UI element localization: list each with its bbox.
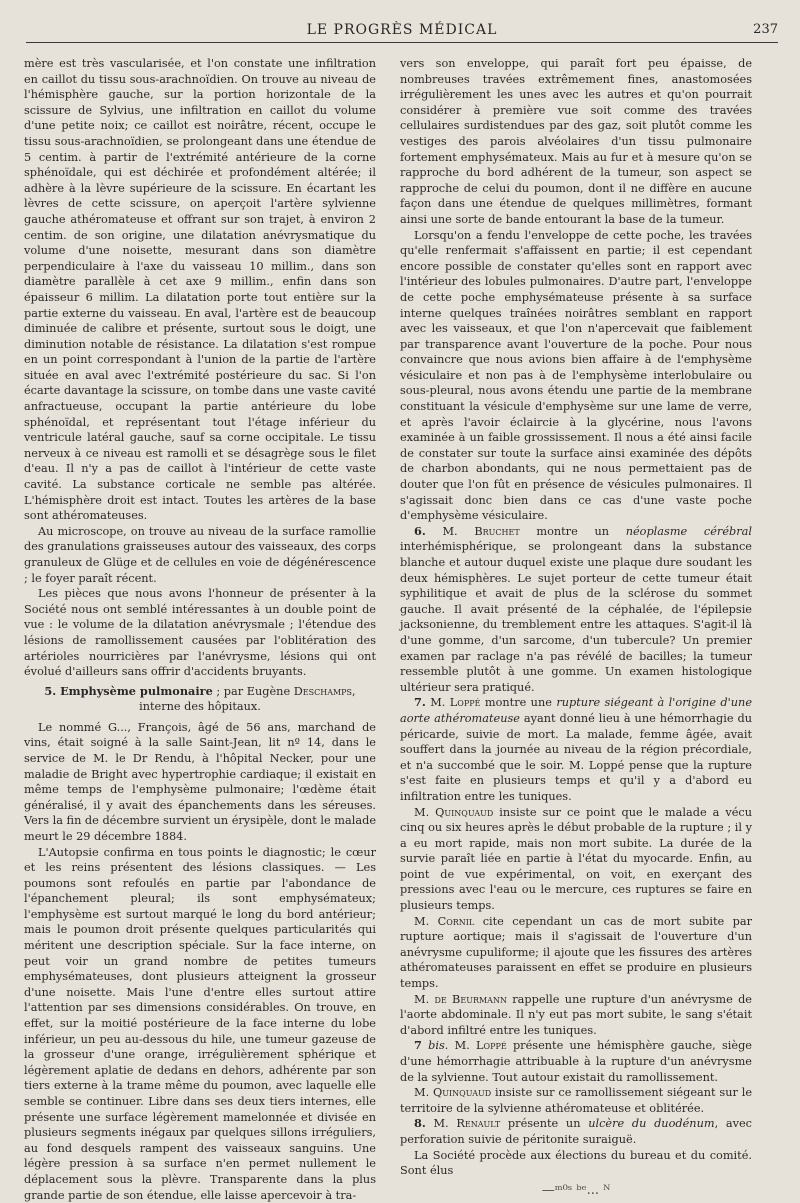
page-number: 237 bbox=[753, 22, 778, 37]
text-run: M. bbox=[414, 993, 434, 1006]
section-byline: ; par Eugène bbox=[213, 685, 294, 698]
text-run: insiste sur ce ramollissement siégeant sur le territoire de la sylvienne athéromateuse et oblitérée. bbox=[400, 1086, 752, 1115]
text-run: M. bbox=[414, 1086, 433, 1099]
author-name: Cornil bbox=[438, 915, 475, 928]
item-6 bbox=[400, 524, 752, 696]
right-column bbox=[400, 56, 752, 1198]
author-name: Loppé bbox=[450, 696, 481, 709]
author-name: Quinquaud bbox=[435, 806, 493, 819]
item-suffix: bis. bbox=[422, 1039, 448, 1052]
text-run: montre une bbox=[480, 696, 556, 709]
item-number: 7. bbox=[414, 695, 426, 709]
author-name: de Beurmann bbox=[434, 993, 506, 1006]
item-title: rupture siégeant à l'origine d'une aorte athéromateuse bbox=[400, 696, 752, 725]
discussion-cornil bbox=[400, 914, 752, 992]
running-title: LE PROGRÈS MÉDICAL bbox=[26, 22, 778, 38]
text-run: présente une hémisphère gauche, siège d'une hémorrhagie attribuable à la rupture d'un anévrysme de la sylvienne. Tout autour existait du ramollissement. bbox=[400, 1039, 752, 1083]
paragraph: mère est très vascularisée, et l'on constate une infiltration en caillot du tissu sous-arachnoïdien. On trouve au niveau de l'hémisphère gauche, sur la portion horizontale de la scissure de Sylvius, une infiltration en caillot du volume d'une petite noix; ce caillot est noirâtre, récent, occupe le tissu sous-arachnoïdien, se prolongeant dans une étendue de 5 centim. à partir de l'extrémité antérieure de la corne sphénoïdale, qui est déchirée et profondément altérée; il adhère à la lèvre supérieure de la scissure. En écartant les lèvres de cette scissure, on aperçoit l'artère sylvienne gauche athéromateuse et offrant sur son trajet, à environ 2 centim. de son origine, une dilatation anévrysmatique du volume d'une noisette, mesurant dans son diamètre perpendiculaire à l'axe du vaisseau 10 millim., dans son diamètre parallèle à cet axe 9 millim., enfin dans son épaisseur 6 millim. La dilatation porte tout entière sur la partie externe du vaisseau. En aval, l'artère est de beaucoup diminuée de calibre et présente, surtout sous le doigt, une diminution notable de résistance. La dilatation s'est rompue en un point correspondant à l'union de la partie de l'artère située en aval avec l'extrémité postérieure du sac. Si l'on écarte davantage la scissure, on tombe dans une vaste cavité anfractueuse, occupant la partie antérieure du lobe sphénoïdal, et représentant tout l'étage inférieur du ventricule latéral gauche, sauf sa corne occipitale. Le tissu nerveux à ce niveau est ramolli et se désagrège sous le filet d'eau. Il n'y a pas de caillot à l'intérieur de cette vaste cavité. La substance corticale ne semble pas altérée. L'hémisphère droit est intact. Toutes les artères de la base sont athéromateuses. bbox=[24, 56, 376, 524]
author-name: Bruchet bbox=[474, 525, 519, 538]
discussion-quinquaud bbox=[400, 805, 752, 914]
paragraph: Au microscope, on trouve au niveau de la surface ramollie des granulations graisseuses autour des vaisseaux, des corps granuleux de Glüge et de cellules en voie de dégénérescence ; le foyer paraît récent. bbox=[24, 524, 376, 586]
text-run: M. bbox=[448, 1039, 476, 1052]
section-author: Deschamps, bbox=[294, 685, 356, 698]
paragraph: Les pièces que nous avons l'honneur de présenter à la Société nous ont semblé intéressantes à un double point de vue : le volume de la dilatation anévrysmale ; l'étendue des lésions de ramollissement causées par l'oblitération des artérioles nourricières par l'anévrysme, lésions qui ont évolué d'ailleurs sans offrir d'accidents bruyants. bbox=[24, 586, 376, 680]
paragraph: L'Autopsie confirma en tous points le diagnostic; le cœur et les reins présentent des lésions classiques. — Les poumons sont refoulés en partie par l'abondance de l'épanchement pleural; ils sont emphysémateux; l'emphysème est surtout marqué le long du bord antérieur; mais le poumon droit présente quelques particularités qui méritent une description spéciale. Sur la face interne, on peut voir un grand nombre de petites tumeurs emphysémateuses, dont plusieurs atteignent la grosseur d'une noisette. Mais l'une d'entre elles surtout attire l'attention par ses dimensions considérables. On trouve, en effet, sur la moitié postérieure de la face interne du lobe inférieur, un peu au-dessous du hile, une tumeur gazeuse de la grosseur d'une orange, irrégulièrement sphérique et légèrement aplatie de dedans en dehors, adhérente par son tiers externe à la trame même du poumon, avec laquelle elle semble se continuer. Libre dans ses deux tiers internes, elle présente une surface légèrement mamelonnée et divisée en plusieurs segments inégaux par quelques sillons irréguliers, au fond desquels rampent des vaisseaux sanguins. Une légère pression à sa surface n'en permet nullement le déplacement sous la plèvre. Transparente dans la plus grande partie de son étendue, elle laisse apercevoir à tra- bbox=[24, 845, 376, 1203]
text-run: M. bbox=[426, 525, 475, 538]
item-7-bis bbox=[400, 1038, 752, 1085]
paragraph: vers son enveloppe, qui paraît fort peu épaisse, de nombreuses travées extrêmement fines, anastomosées irrégulièrement les unes avec les autres et qu'on pourrait considérer à première vue soit comme des travées cellulaires surdistendues par des gaz, soit plutôt comme les vestiges des parois alvéolaires d'un tissu pulmonaire fortement emphysémateux. Mais au fur et à mesure qu'on se rapproche du bord adhérent de la tumeur, son aspect se rapproche de celui du poumon, dont il ne diffère en aucune façon dans une étendue de quelques millimètres, formant ainsi une sorte de bande entourant la base de la tumeur. bbox=[400, 56, 752, 228]
section-title: 5. Emphysème pulmonaire bbox=[44, 684, 212, 698]
text-run: M. bbox=[414, 915, 438, 928]
text-run: ayant donné lieu à une hémorrhagie du péricarde, suivie de mort. La malade, femme âgée, avait souffert dans la journée au niveau de la région précordiale, et n'a succombé que le soir. M. Loppé pense que la rupture s'est faite en plusieurs temps et qu'il y a d'abord eu infiltration entre les tuniques. bbox=[400, 712, 752, 803]
left-column bbox=[24, 56, 376, 1203]
text-run: cite cependant un cas de mort subite par rupture aortique; mais il s'agissait de l'ouverture d'un anévrysme cupuliforme; il ajoute que les fissures des artères athéromateuses paraissent en effet se produire en plusieurs temps. bbox=[400, 915, 752, 990]
text-run: présente un bbox=[500, 1117, 588, 1130]
author-name: Renault bbox=[456, 1117, 500, 1130]
discussion-beurmann bbox=[400, 992, 752, 1039]
section-heading bbox=[24, 684, 376, 714]
paragraph: Le nommé G..., François, âgé de 56 ans, marchand de vins, était soigné à la salle Saint-Jean, lit nº 14, dans le service de M. le Dr Rendu, à l'hôpital Necker, pour une maladie de Bright avec hypertrophie cardiaque; il existait en même temps de l'emphysème pulmonaire; l'œdème était généralisé, il y avait des épanchements dans les séreuses. Vers la fin de décembre survient un érysipèle, dont le malade meurt le 29 décembre 1884. bbox=[24, 720, 376, 845]
section-affiliation: interne des hôpitaux. bbox=[139, 700, 261, 713]
text-run: rappelle une rupture d'un anévrysme de l'aorte abdominale. Il n'y eut pas mort subite, le sang s'était d'abord infiltré entre les tuniques. bbox=[400, 993, 752, 1037]
text-run: M. bbox=[426, 1117, 457, 1130]
item-number: 8. bbox=[414, 1116, 426, 1130]
item-number: 6. bbox=[414, 524, 426, 538]
item-8 bbox=[400, 1116, 752, 1147]
author-name: Quinquaud bbox=[433, 1086, 491, 1099]
item-number: 7 bbox=[414, 1038, 422, 1052]
text-run: montre un bbox=[520, 525, 626, 538]
paragraph: Lorsqu'on a fendu l'enveloppe de cette poche, les travées qu'elle renfermait s'affaissent en partie; il est cependant encore possible de constater qu'elles sont en rapport avec l'intérieur des lobules pulmonaires. D'autre part, l'enveloppe de cette poche emphysémateuse présente à sa surface interne quelques traînées noirâtres semblant en rapport avec les vaisseaux, et que l'on n'apercevait que faiblement par transparence avant l'ouverture de la poche. Pour nous convaincre que nous avions bien affaire à de l'emphysème vésiculaire et non pas à de l'emphysème interlobulaire ou sous-pleural, nous avons étendu une partie de la membrane constituant la vésicule d'emphysème sur une lame de verre, et après l'avoir éclaircie à la glycérine, nous l'avons examinée à un faible grossissement. Il nous a été ainsi facile de constater sur toute la surface ainsi examinée des dépôts de charbon abondants, qui ne nous permettaient pas de douter que l'on fût en présence de vésicules pulmonaires. Il s'agissait donc bien dans ce cas d'une vaste poche d'emphysème vésiculaire. bbox=[400, 228, 752, 524]
text-run: insiste sur ce point que le malade a vécu cinq ou six heures après le début probable de la rupture ; il y a eu mort rapide, mais non mort subite. La durée de la survie paraît liée en partie à l'état du myocarde. Enfin, au point de vue expérimental, on voit, en exerçant des pressions avec l'eau ou le mercure, ces ruptures se faire en plusieurs temps. bbox=[400, 806, 752, 913]
page-header bbox=[26, 16, 778, 43]
text-run: M. bbox=[426, 696, 450, 709]
text-run: , avec perforation suivie de péritonite suraiguë. bbox=[400, 1117, 752, 1146]
discussion-quinquaud-2 bbox=[400, 1085, 752, 1116]
item-title: néoplasme cérébral bbox=[626, 525, 752, 538]
text-run: interhémisphérique, se prolongeant dans la substance blanche et autour duquel existe une plaque dure soudant les deux hémisphères. Le sujet porteur de cette tumeur était syphilitique et avait de plus de la sclérose du sommet gauche. Il avait présenté de la céphalée, de l'épilepsie jacksonienne, du tremblement entre les attaques. S'agit-il là d'une gomme, d'un sarcome, d'un tubercule? Un premier examen par raclage n'a pas révélé de bacilles; la tumeur ressemble plutôt à une gomme. Un examen histologique ultérieur sera pratiqué. bbox=[400, 540, 752, 693]
item-7 bbox=[400, 695, 752, 804]
item-title: ulcère du duodénum bbox=[588, 1117, 714, 1130]
ink-marks: —ᵐ⁰ˢ ᵇᵉ... ᴺ bbox=[400, 1183, 752, 1199]
author-name: Loppé bbox=[476, 1039, 507, 1052]
text-run: M. bbox=[414, 806, 435, 819]
closing-paragraph: La Société procède aux élections du bureau et du comité. Sont élus bbox=[400, 1148, 752, 1179]
